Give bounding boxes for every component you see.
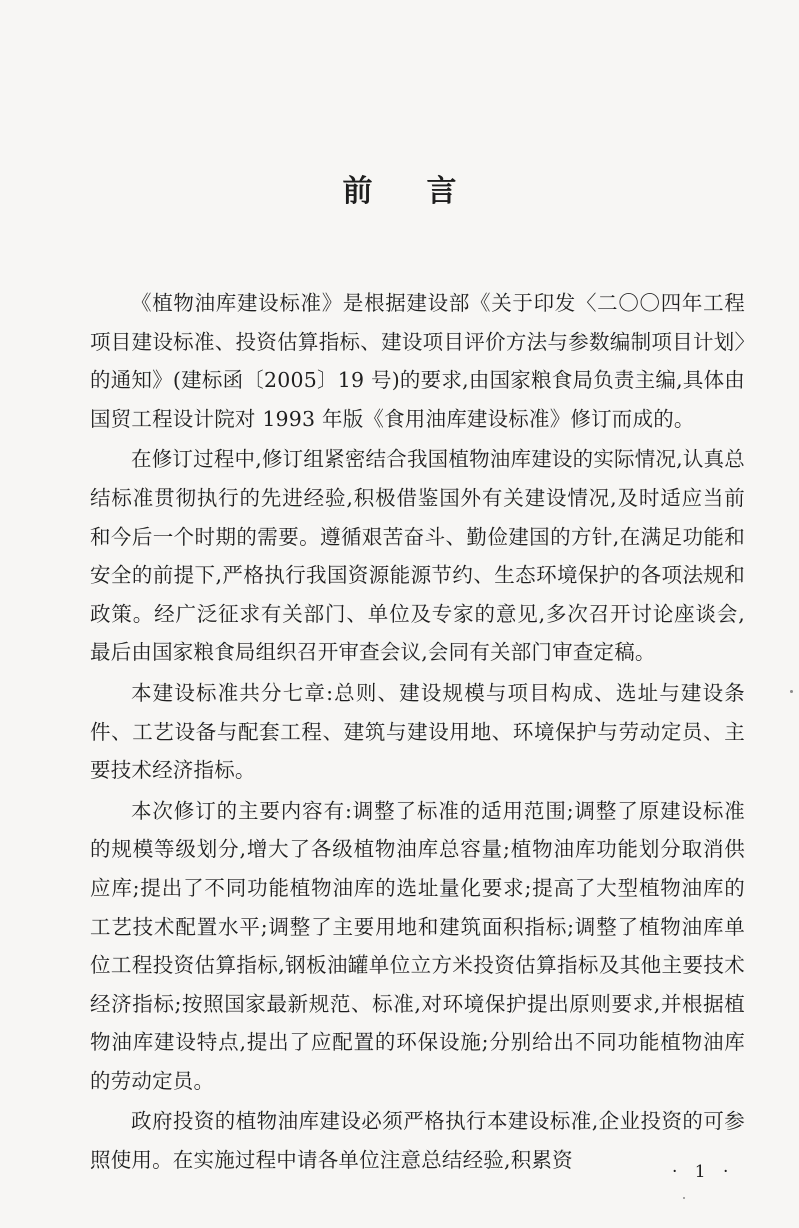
- paragraph-origin: 《植物油库建设标准》是根据建设部《关于印发〈二〇〇四年工程项目建设标准、投资估算指标、建设项目评价方法与参数编制项目计划〉的通知》(建标函〔2005〕19 号)的要求,由国家粮食局负责主编,具体由国贸工程设计院对 1993 年版《食用油库建设标准》修订而成的。: [90, 291, 745, 431]
- paragraph-revision-process: 在修订过程中,修订组紧密结合我国植物油库建设的实际情况,认真总结标准贯彻执行的先进经验,积极借鉴国外有关建设情况,及时适应当前和今后一个时期的需要。遵循艰苦奋斗、勤俭建国的方针,在满足功能和安全的前提下,严格执行我国资源能源节约、生态环境保护的各项法规和政策。经广泛征求有关部门、单位及专家的意见,多次召开讨论座谈会,最后由国家粮食局组织召开审查会议,会同有关部门审查定稿。: [90, 447, 745, 665]
- scan-speck: [683, 1197, 685, 1199]
- paragraph-chapters: 本建设标准共分七章:总则、建设规模与项目构成、选址与建设条件、工艺设备与配套工程、建筑与建设用地、环境保护与劳动定员、主要技术经济指标。: [90, 680, 745, 783]
- scan-speck: [790, 690, 793, 693]
- paragraph-main-changes: 本次修订的主要内容有:调整了标准的适用范围;调整了原建设标准的规模等级划分,增大了各级植物油库总容量;植物油库功能划分取消供应库;提出了不同功能植物油库的选址量化要求;提高了大型植物油库的工艺技术配置水平;调整了主要用地和建筑面积指标;调整了植物油库单位工程投资估算指标,钢板油罐单位立方米投资估算指标及其他主要技术经济指标;按照国家最新规范、标准,对环境保护提出原则要求,并根据植物油库建设特点,提出了应配置的环保设施;分别给出不同功能植物油库的劳动定员。: [90, 798, 745, 1093]
- page-number: · 1 ·: [672, 1162, 735, 1182]
- paragraph-implementation: 政府投资的植物油库建设必须严格执行本建设标准,企业投资的可参照使用。在实施过程中请各单位注意总结经验,积累资: [90, 1109, 745, 1173]
- preface-body: [90, 284, 745, 1182]
- page-title: 前言: [342, 174, 511, 209]
